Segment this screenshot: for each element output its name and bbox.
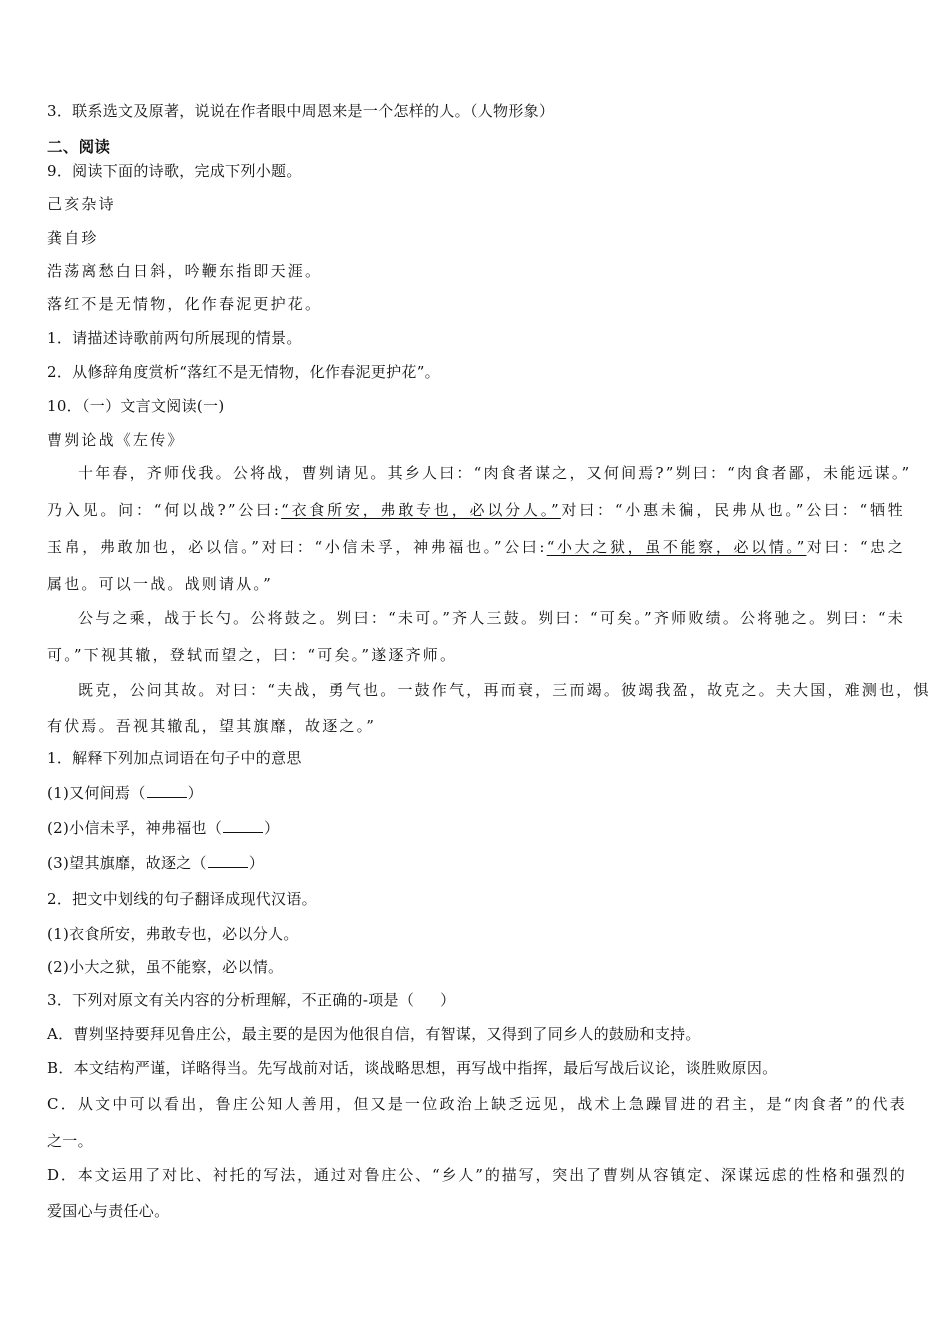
passage-para3-line1: 既克，公问其故。对曰：“夫战，勇气也。一鼓作气，再而衰，三而竭。彼竭我盈，故克之。夫大国，难测也，惧: [78, 681, 931, 699]
option-c-line2: 之一。: [47, 1132, 93, 1150]
option-d-line2: 爱国心与责任心。: [47, 1202, 170, 1220]
q10-sub2-prompt: 2．把文中划线的句子翻译成现代汉语。: [47, 890, 317, 908]
passage-para1-line1: 十年春，齐师伐我。公将战，曹刿请见。其乡人曰：“肉食者谋之，又何间焉?”刿曰：“肉食者鄙，未能远谋。”: [78, 464, 912, 482]
option-c-line1: C．从文中可以看出，鲁庄公知人善用，但又是一位政治上缺乏远见，战术上急躁冒进的君主，是“肉食者”的代表: [47, 1095, 905, 1113]
q10-sub2-item: (1)衣食所安，弗敢专也，必以分人。: [47, 925, 299, 943]
passage-para3-line2: 有伏焉。吾视其辙乱，望其旗靡，故逐之。”: [47, 717, 377, 735]
passage-para1-line3: 玉帛，弗敢加也，必以信。”对曰：“小信未孚，神弗福也。”公曰:“小大之狱，虽不能察，必以情。”对曰：“忠之: [47, 538, 905, 556]
q10-sub2-item: (2)小大之狱，虽不能察，必以情。: [47, 958, 284, 976]
prev-question-3: 3．联系选文及原著，说说在作者眼中周恩来是一个怎样的人。（人物形象）: [47, 102, 555, 120]
passage-para2-line1: 公与之乘，战于长勺。公将鼓之。刿曰：“未可。”齐人三鼓。刿曰：“可矣。”齐师败绩。公将驰之。刿曰：“未: [78, 609, 905, 627]
q9-sub-question: 2．从修辞角度赏析“落红不是无情物，化作春泥更护花”。: [47, 363, 440, 381]
q10-prompt: 10．（一）文言文阅读(一): [47, 397, 225, 415]
q9-sub-question: 1．请描述诗歌前两句所展现的情景。: [47, 329, 302, 347]
poem-line: 落红不是无情物，化作春泥更护花。: [47, 295, 323, 313]
poem-title: 己亥杂诗: [47, 195, 116, 213]
poem-line: 浩荡离愁白日斜，吟鞭东指即天涯。: [47, 262, 323, 280]
q10-sub1-item: (1)又何间焉（ ）: [47, 784, 203, 802]
section-heading: 二、阅读: [47, 137, 111, 156]
answer-blank[interactable]: [208, 854, 248, 868]
poem-author: 龚自珍: [47, 229, 99, 247]
option-a: A．曹刿坚持要拜见鲁庄公，最主要的是因为他很自信，有智谋，又得到了同乡人的鼓励和支持。: [47, 1025, 701, 1043]
option-d-line1: D．本文运用了对比、衬托的写法，通过对鲁庄公、“乡人”的描写，突出了曹刿从容镇定、深谋远虑的性格和强烈的: [47, 1166, 905, 1184]
passage-para1-line2: 乃入见。问：“何以战?”公曰:“衣食所安，弗敢专也，必以分人。”对曰：“小惠未徧，民弗从也。”公曰：“牺牲: [47, 501, 905, 519]
underlined-sentence-2: “小大之狱，虽不能察，必以情。”: [546, 538, 807, 556]
passage-para1-line4: 属也。可以一战。战则请从。”: [47, 575, 273, 593]
passage-para2-line2: 可。”下视其辙，登轼而望之，曰：“可矣。”遂逐齐师。: [47, 646, 458, 664]
q10-sub1-prompt: 1．解释下列加点词语在句子中的意思: [47, 749, 302, 767]
q9-prompt: 9．阅读下面的诗歌，完成下列小题。: [47, 162, 302, 180]
passage-title: 曹刿论战《左传》: [47, 431, 185, 449]
answer-blank[interactable]: [223, 819, 263, 833]
answer-blank[interactable]: [147, 784, 187, 798]
q10-sub1-item: (3)望其旗靡，故逐之（ ）: [47, 854, 265, 872]
option-b: B．本文结构严谨，详略得当。先写战前对话，谈战略思想，再写战中指挥，最后写战后议论，谈胜败原因。: [47, 1059, 778, 1077]
underlined-sentence-1: “衣食所安，弗敢专也，必以分人。”: [281, 501, 561, 519]
q10-sub1-item: (2)小信未孚，神弗福也（ ）: [47, 819, 280, 837]
q10-sub3-prompt: 3．下列对原文有关内容的分析理解，不正确的-项是（ ）: [47, 991, 456, 1009]
